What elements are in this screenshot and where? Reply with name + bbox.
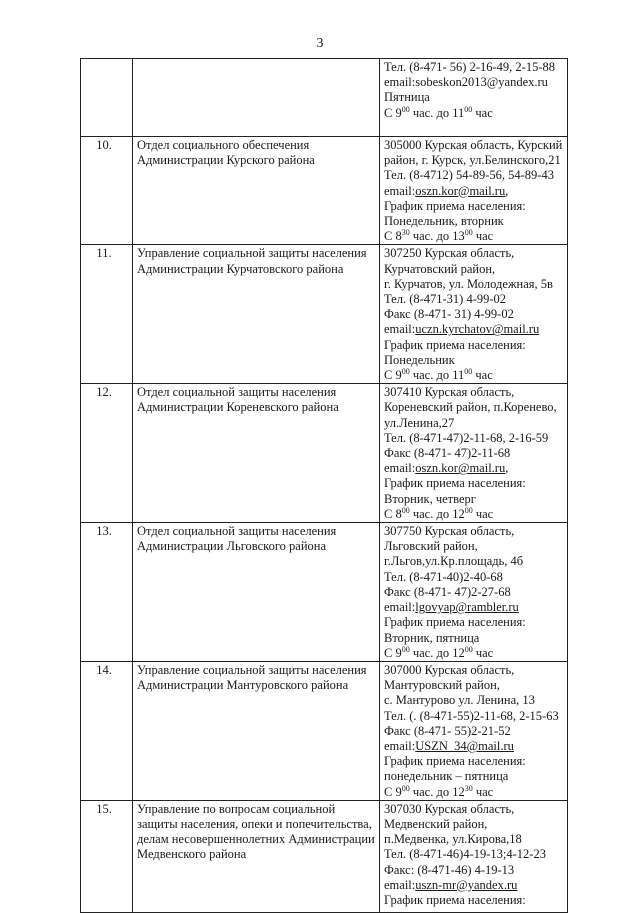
hours-to-minutes: 30: [464, 783, 473, 793]
contact-line: Понедельник, вторник: [384, 214, 504, 229]
hours-to: час. до 12: [409, 784, 465, 799]
row-number-cell: [81, 384, 133, 523]
hours-unit: час: [472, 105, 493, 120]
hours-from-minutes: 30: [401, 228, 410, 238]
contact-line: Факс (8-471- 55)2-21-52: [384, 723, 511, 738]
contact-line: 307750 Курская область, Льговский район, г.Льгов,ул.Кр.площадь, 4б: [384, 524, 524, 569]
contact-line: Вторник, пятница: [384, 630, 480, 645]
contact-info-cell: [380, 384, 568, 523]
table-row: [81, 137, 568, 245]
row-number-cell: [81, 800, 133, 912]
email-link[interactable]: uczn.kyrchatov@mail.ru: [415, 322, 540, 337]
contact-line: г. Курчатов, ул. Молодежная, 5в: [384, 276, 553, 291]
contact-line: Факс: (8-471-46) 4-19-13: [384, 862, 515, 877]
email-link[interactable]: uszn-mr@yandex.ru: [415, 877, 518, 892]
reception-hours: [384, 507, 564, 522]
row-number: 13.: [96, 524, 112, 539]
row-number: 15.: [96, 801, 112, 816]
email-prefix: email:: [384, 461, 416, 476]
contact-line: Медвенский район,: [384, 816, 488, 831]
table-row: [81, 384, 568, 523]
hours-to-minutes: 00: [464, 104, 473, 114]
contact-line: График приема населения:: [384, 615, 526, 630]
hours-unit: час: [472, 368, 493, 383]
contact-info-cell: [380, 59, 568, 137]
row-number: 12.: [96, 385, 112, 400]
email-line: [384, 739, 564, 754]
row-number-cell: [81, 245, 133, 384]
contact-line: График приема населения:: [384, 337, 526, 352]
contact-line: Факс (8-471- 31) 4-99-02: [384, 307, 514, 322]
hours-to-minutes: 00: [464, 644, 473, 654]
contact-line: График приема населения:: [384, 754, 526, 769]
email-line: [384, 600, 564, 615]
agency-name: Отдел социальной защиты населения Администрации Кореневского района: [137, 385, 339, 415]
hours-to: час. до 11: [409, 105, 465, 120]
contact-line: Тел. (8-471- 56) 2-16-49, 2-15-88: [384, 60, 555, 74]
contact-line: 307030 Курская область,: [384, 801, 515, 816]
hours-from-minutes: 00: [401, 367, 410, 377]
row-number-cell: [81, 59, 133, 137]
row-number-cell: [81, 523, 133, 662]
hours-from-minutes: 00: [401, 644, 410, 654]
contact-line: с. Мантурово ул. Ленина, 13: [384, 693, 535, 708]
contact-info-cell: [380, 523, 568, 662]
contact-line: График приема населения:: [384, 892, 526, 907]
email-prefix: email:: [384, 183, 416, 198]
contact-line: Курчатовский район,: [384, 261, 496, 276]
hours-from: С 8: [384, 506, 402, 521]
hours-unit: час: [472, 229, 494, 244]
agency-name-cell: [133, 384, 380, 523]
contact-line: График приема населения:: [384, 198, 526, 213]
email-prefix: email:: [384, 877, 416, 892]
contact-line: 307410 Курская область, Кореневский район, п.Коренево, ул.Ленина,27: [384, 385, 557, 430]
hours-to-minutes: 00: [464, 505, 473, 515]
hours-unit: час: [472, 645, 494, 660]
agency-name: Отдел социального обеспечения Администрации Курского района: [137, 138, 315, 168]
contact-line: График приема населения:: [384, 476, 526, 491]
email-prefix: email:: [384, 600, 416, 615]
contact-line: Тел. (8-4712) 54-89-56, 54-89-43: [384, 168, 554, 183]
contact-line: Вторник, четверг: [384, 491, 476, 506]
hours-from: С 9: [384, 105, 402, 120]
hours-to: час. до 12: [409, 645, 465, 660]
row-number: 11.: [96, 246, 112, 261]
page-number: 3: [316, 36, 324, 51]
contact-line: Факс (8-471- 47)2-11-68: [384, 446, 511, 461]
hours-from-minutes: 00: [401, 104, 410, 114]
email-line: [384, 184, 564, 199]
hours-unit: час: [472, 784, 494, 799]
hours-to: час. до 11: [409, 368, 465, 383]
contact-info-cell: [380, 661, 568, 800]
email-line: [384, 878, 564, 893]
hours-unit: час: [472, 506, 494, 521]
agency-name: Управление по вопросам социальной защиты населения, опеки и попечительства, делам несовершеннолетних Администрации Медвенского района: [137, 801, 375, 862]
contact-line: 307250 Курская область,: [384, 246, 515, 261]
agency-name-cell: [133, 523, 380, 662]
reception-hours: [384, 785, 564, 800]
table-row: [81, 661, 568, 800]
agency-name-cell: [133, 59, 380, 137]
email-link[interactable]: USZN_34@mail.ru: [415, 738, 514, 753]
hours-to: час. до 13: [409, 229, 465, 244]
contact-line: Тел. (8-471-40)2-40-68: [384, 569, 503, 584]
contact-line: Тел. (8-471-31) 4-99-02: [384, 292, 507, 307]
agency-name: Управление социальной защиты населения Администрации Мантуровского района: [137, 662, 367, 693]
row-number-cell: [81, 137, 133, 245]
agencies-table-body: [81, 59, 568, 913]
row-number-cell: [81, 661, 133, 800]
agency-name-cell: [133, 661, 380, 800]
contact-line: email:sobeskon2013@yandex.ru: [384, 75, 548, 90]
email-line: [384, 322, 564, 337]
contact-line: Пятница: [384, 90, 430, 105]
agencies-table: [80, 58, 568, 913]
contact-line: Мантуровский район,: [384, 678, 500, 693]
hours-from-minutes: 00: [401, 505, 410, 515]
row-number: 10.: [96, 138, 112, 152]
table-row: [81, 523, 568, 662]
hours-from-minutes: 00: [401, 783, 410, 793]
table-row: [81, 245, 568, 384]
contact-line: Факс (8-471- 47)2-27-68: [384, 584, 511, 599]
contact-line: Тел. (8-471-47)2-11-68, 2-16-59: [384, 430, 549, 445]
contact-line: Тел. (8-471-46)4-19-13;4-12-23: [384, 847, 546, 862]
reception-hours: [384, 229, 564, 244]
agency-name: Отдел социальной защиты населения Администрации Льговского района: [137, 524, 337, 554]
contact-info-cell: [380, 800, 568, 912]
agency-name-cell: [133, 800, 380, 912]
email-link[interactable]: oszn.kor@mail.ru: [415, 183, 506, 198]
row-number: 14.: [96, 662, 112, 677]
contact-line: Тел. (. (8-471-55)2-11-68, 2-15-63: [384, 708, 559, 723]
reception-hours: [384, 646, 564, 661]
hours-to: час. до 12: [409, 506, 465, 521]
table-row: [81, 800, 568, 912]
hours-to-minutes: 00: [464, 367, 473, 377]
contact-line: п.Медвенка, ул.Кирова,18: [384, 832, 522, 847]
reception-hours: [384, 368, 564, 383]
contact-line: 305000 Курская область, Курский район, г. Курск, ул.Белинского,21: [384, 138, 563, 168]
hours-from: С 9: [384, 645, 402, 660]
agency-name: Управление социальной защиты населения Администрации Курчатовского района: [137, 246, 367, 276]
contact-info-cell: [380, 137, 568, 245]
agency-name-cell: [133, 245, 380, 384]
hours-from: С 9: [384, 784, 402, 799]
contact-line: Понедельник: [384, 352, 455, 367]
email-suffix: ,: [505, 461, 509, 476]
reception-hours: [384, 106, 564, 121]
email-prefix: email:: [384, 738, 416, 753]
contact-line: понедельник – пятница: [384, 769, 509, 784]
table-row: [81, 59, 568, 137]
contact-info-cell: [380, 245, 568, 384]
hours-from: С 9: [384, 368, 402, 383]
agency-name-cell: [133, 137, 380, 245]
contact-line: 307000 Курская область,: [384, 662, 515, 677]
email-prefix: email:: [384, 322, 416, 337]
email-link[interactable]: oszn.kor@mail.ru: [415, 461, 506, 476]
email-suffix: ,: [505, 183, 509, 198]
email-line: [384, 461, 564, 476]
hours-from: С 8: [384, 229, 402, 244]
hours-to-minutes: 00: [464, 228, 473, 238]
email-link[interactable]: lgovyap@rambler.ru: [415, 600, 519, 615]
